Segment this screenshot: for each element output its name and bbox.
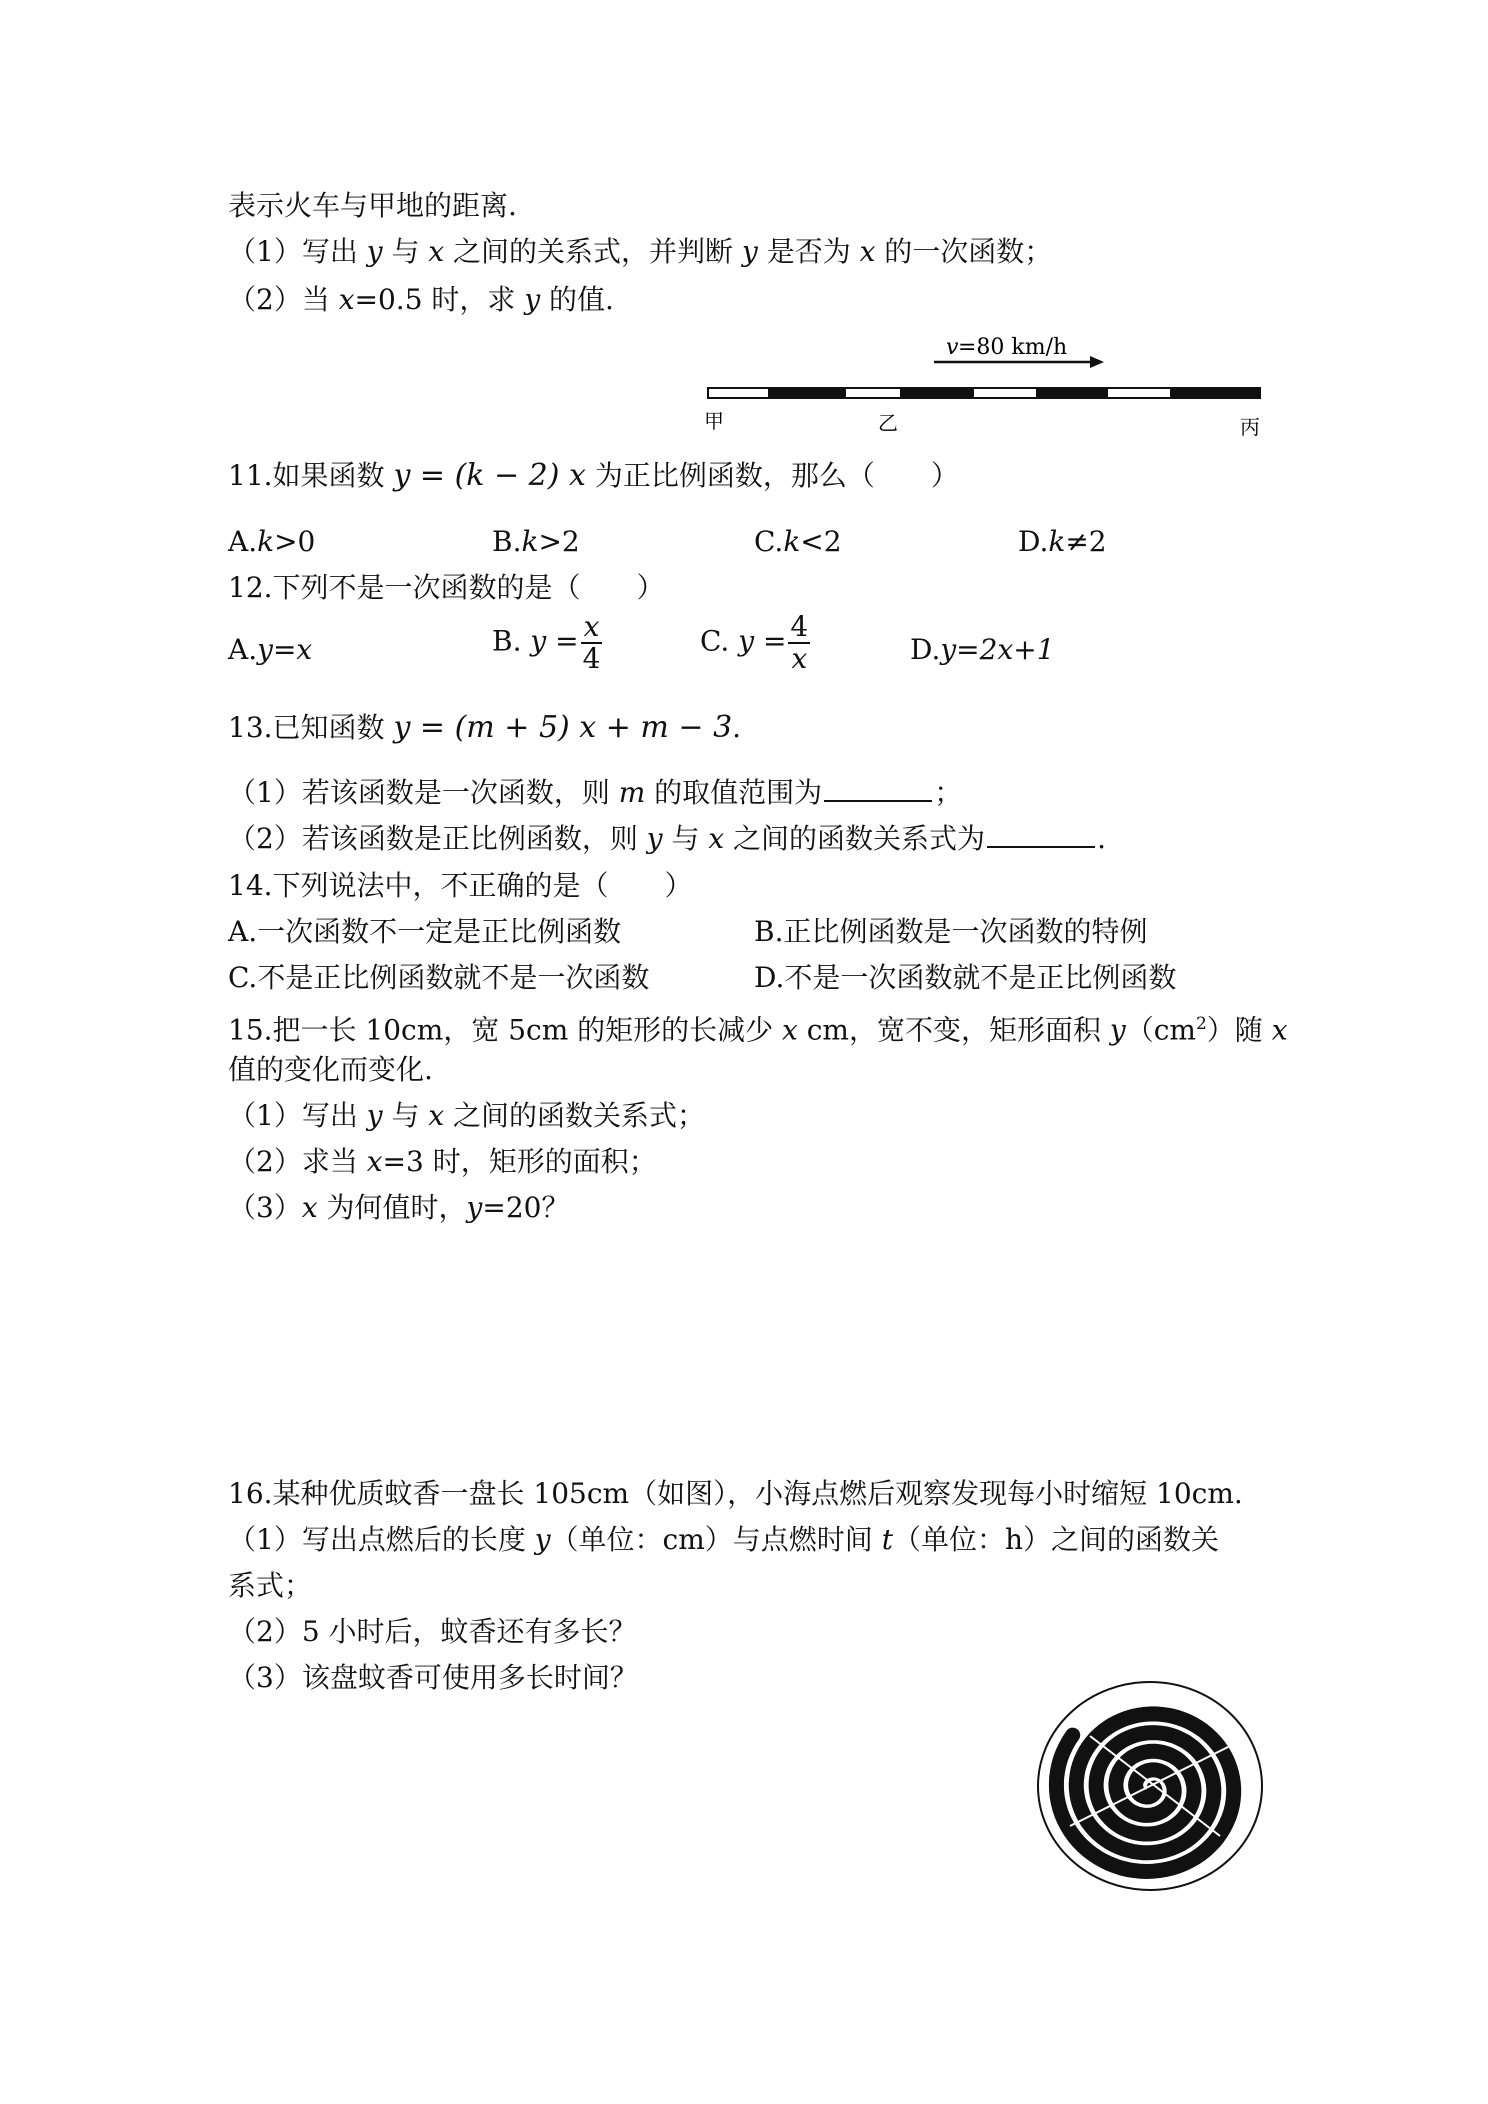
- q12-stem: 12.下列不是一次函数的是（ ）: [228, 571, 665, 604]
- track-segment: [1036, 388, 1108, 398]
- q13-stem: 13.已知函数 y = (m + 5) x + m − 3.: [228, 710, 742, 745]
- track-segment: [1170, 388, 1260, 398]
- q14-option-c: C.不是正比例函数就不是一次函数: [228, 961, 650, 994]
- speed-symbol: v: [946, 335, 959, 360]
- q15-stem-line-1: 15.把一长 10cm，宽 5cm 的矩形的长减少 x cm，宽不变，矩形面积 $y(cm^2)$随 x: [228, 1013, 1288, 1047]
- q15-part-2: （2）求当 x=3 时，矩形的面积；: [228, 1145, 657, 1178]
- q16-part-2: （2）5 小时后，蚊香还有多长？: [228, 1615, 637, 1648]
- intro-question-1: （1）写出 y 与 x 之间的关系式，并判断 y 是否为 x 的一次函数；: [228, 235, 1053, 268]
- station-jia: 甲: [704, 409, 724, 433]
- track-segment: [768, 388, 846, 398]
- q11-option-c: C.k<2: [754, 525, 842, 558]
- q11-option-a: A.k>0: [228, 525, 316, 558]
- q16-part-1: （1）写出点燃后的长度 y（单位：cm）与点燃时间 t（单位：h）之间的函数关: [228, 1523, 1219, 1556]
- q16-part-1-cont: 系式；: [228, 1569, 313, 1602]
- mosquito-coil-figure: [1030, 1676, 1270, 1896]
- q11-option-d: D.k≠2: [1018, 525, 1107, 558]
- answer-blank[interactable]: [824, 774, 932, 802]
- q16-stem: 16.某种优质蚊香一盘长 105cm（如图），小海点燃后观察发现每小时缩短 10cm.: [228, 1477, 1243, 1510]
- q13-part-2: （2）若该函数是正比例函数，则 y 与 x 之间的函数关系式为 .: [228, 822, 1106, 855]
- intro-question-2: （2）当 x=0.5 时，求 y 的值.: [228, 283, 614, 316]
- q11-formula: y = (k − 2) x: [393, 458, 586, 493]
- q15-stem-line-2: 值的变化而变化.: [228, 1053, 433, 1086]
- arrow-head-icon: [1090, 356, 1104, 368]
- q12-option-b: B. y = $\frac{x}{4}$: [492, 610, 601, 675]
- intro-line: 表示火车与甲地的距离.: [228, 189, 517, 222]
- q14-option-d: D.不是一次函数就不是正比例函数: [754, 961, 1177, 994]
- q14-option-a: A.一次函数不一定是正比例函数: [228, 915, 622, 948]
- q14-option-b: B.正比例函数是一次函数的特例: [754, 915, 1148, 948]
- q15-part-1: （1）写出 y 与 x 之间的函数关系式；: [228, 1099, 706, 1132]
- q16-part-3: （3）该盘蚊香可使用多长时间？: [228, 1661, 638, 1694]
- station-yi: 乙: [878, 411, 898, 435]
- track-segment: [900, 388, 974, 398]
- q12-option-d: D.y=2x+1: [910, 633, 1055, 666]
- train-track-figure: [700, 332, 1270, 442]
- q11-option-b: B.k>2: [492, 525, 580, 558]
- q13-part-1: （1）若该函数是一次函数，则 m 的取值范围为 ；: [228, 776, 963, 809]
- q15-part-3: （3）x 为何值时，y=20？: [228, 1191, 570, 1224]
- speed-label: =80 km/h: [958, 335, 1068, 360]
- answer-blank[interactable]: [987, 820, 1095, 848]
- q13-formula: y = (m + 5) x + m − 3: [393, 710, 733, 745]
- q11-stem: 11.如果函数 y = (k − 2) x 为正比例函数，那么（ ）: [228, 458, 959, 493]
- q12-option-a: A.y=x: [228, 633, 313, 666]
- q14-stem: 14.下列说法中，不正确的是（ ）: [228, 869, 693, 902]
- q12-option-c: C. y = $\frac{4}{x}$: [700, 610, 809, 675]
- station-bing: 丙: [1240, 415, 1260, 439]
